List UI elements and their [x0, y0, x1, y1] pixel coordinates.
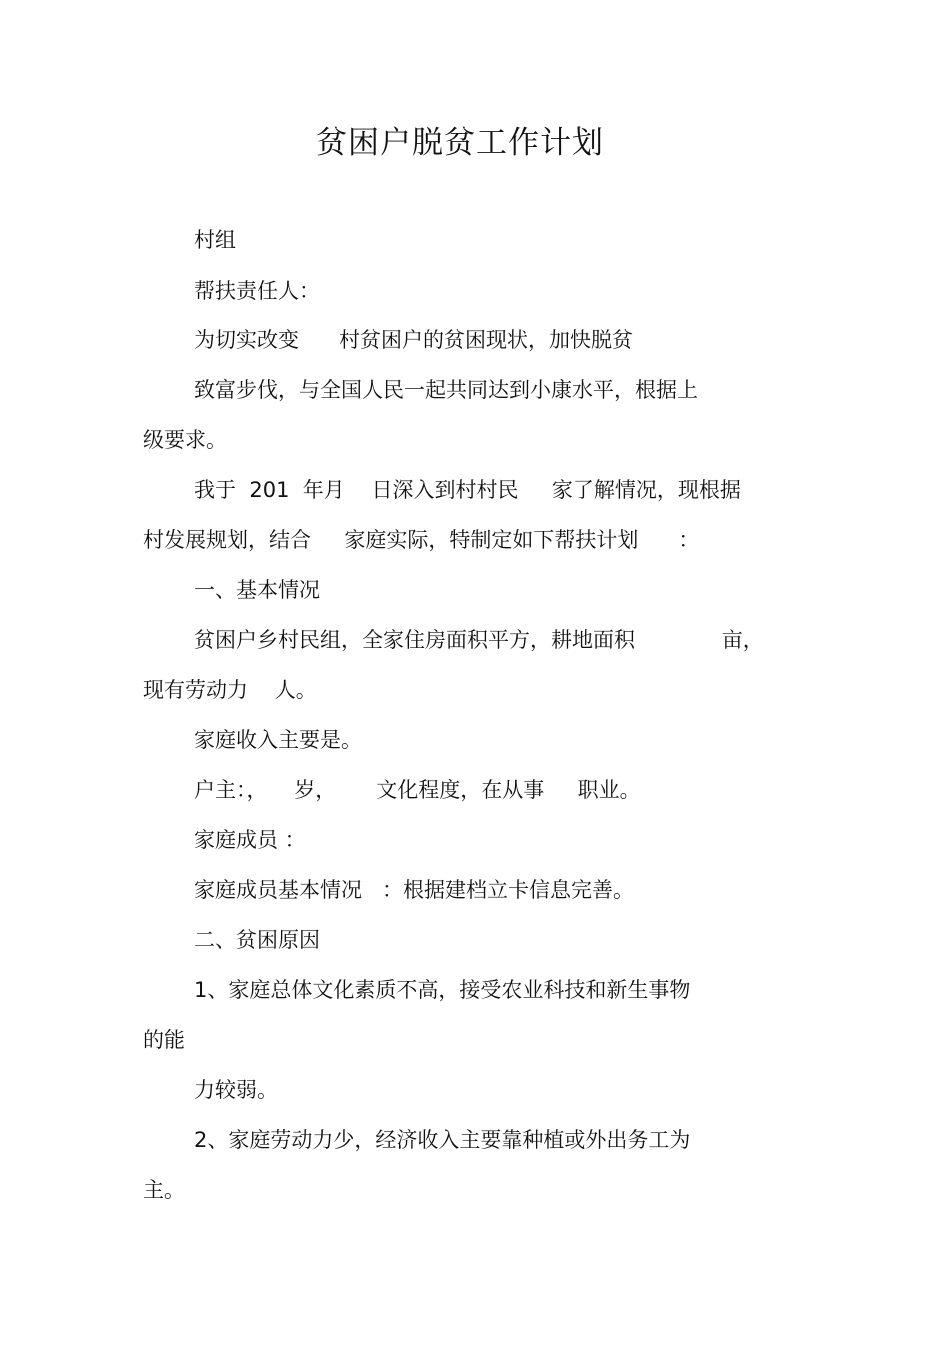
paragraph-line: 帮扶责任人： [194, 279, 320, 303]
paragraph-line: 级要求。 [143, 428, 227, 452]
paragraph-line: 力较弱。 [194, 1078, 278, 1102]
section-heading: 二、贫困原因 [194, 928, 320, 952]
section-heading: 一、基本情况 [194, 578, 320, 602]
paragraph-line: 的能 [143, 1028, 185, 1052]
paragraph-line: 主。 [143, 1178, 185, 1202]
paragraph-line: 村组 [194, 228, 236, 252]
paragraph-line: 村发展规划，结合 家庭实际，特制定如下帮扶计划 ： [143, 528, 700, 552]
document-title: 贫困户脱贫工作计划 [316, 125, 604, 161]
paragraph-line: 1、家庭总体文化素质不高，接受农业科技和新生事物 [194, 978, 691, 1002]
paragraph-line: 家庭收入主要是。 [194, 728, 362, 752]
paragraph-line: 我于 201 年月 日深入到村村民 家了解情况，现根据 [194, 478, 741, 502]
paragraph-line: 致富步伐，与全国人民一起共同达到小康水平，根据上 [194, 378, 698, 402]
paragraph-line: 为切实改变 村贫困户的贫困现状，加快脱贫 [194, 328, 634, 352]
paragraph-line: 现有劳动力 人。 [143, 678, 317, 702]
paragraph-line: 家庭成员 ： [194, 828, 306, 852]
paragraph-line: 户主：， 岁， 文化程度，在从事 职业。 [194, 778, 641, 802]
paragraph-line: 2、家庭劳动力少，经济收入主要靠种植或外出务工为 [194, 1128, 691, 1152]
paragraph-line: 家庭成员基本情况 ：根据建档立卡信息完善。 [194, 878, 635, 902]
paragraph-line: 贫困户乡村民组，全家住房面积平方，耕地面积 亩， [194, 628, 764, 652]
